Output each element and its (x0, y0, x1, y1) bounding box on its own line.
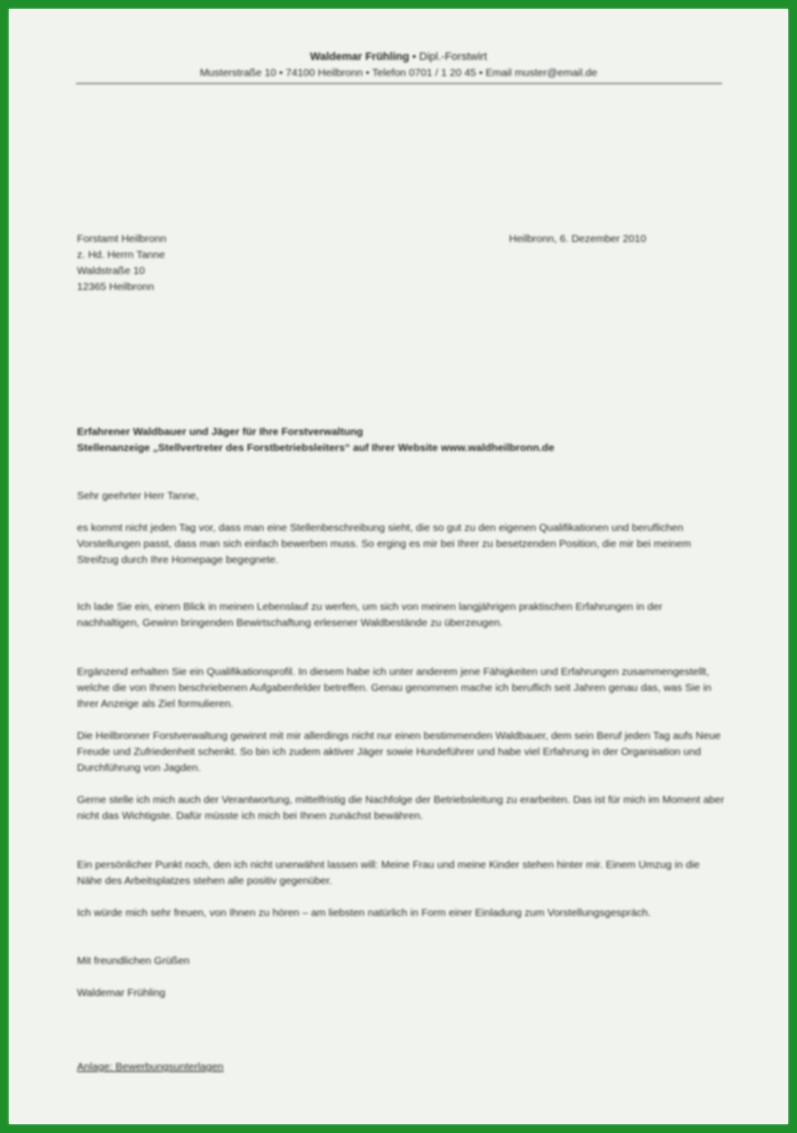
body-paragraph: Gerne stelle ich mich auch der Verantwortung, mittelfristig die Nachfolge der Betriebsleitung zu erarbeiten. Das ist für mich im Moment aber nicht das Wichtigste. Dafür müsste ich mich bei Ihnen zunächst bewähren. (77, 794, 725, 822)
subject-block (77, 424, 727, 456)
recipient-line: 12365 Heilbronn (77, 281, 155, 293)
recipient-block (77, 231, 377, 295)
closing-greeting: Mit freundlichen Grüßen (77, 955, 190, 967)
letter-page (9, 9, 788, 1124)
letter-date: Heilbronn, 6. Dezember 2010 (509, 233, 647, 245)
signature-name: Waldemar Frühling (77, 987, 166, 999)
sender-title: • Dipl.-Forstwirt (409, 51, 487, 63)
subject-line: Erfahrener Waldbauer und Jäger für Ihre Forstverwaltung (77, 426, 364, 438)
subject-line: Stellenanzeige „Stellvertreter des Forstbetriebsleiters“ auf Ihrer Website www.waldheilbronn.de (77, 442, 555, 454)
body-paragraph: Die Heilbronner Forstverwaltung gewinnt mit mir allerdings nicht nur einen bestimmenden Waldbauer, dem sein Beruf jeden Tag aufs Neue Freude und Zufriedenheit schenkt. So bin ich zudem aktiver Jäger sowie Hundeführer und habe viel Erfahrung in der Organisation und Durchführung von Jagden. (77, 730, 721, 774)
body-paragraph: Ein persönlicher Punkt noch, den ich nicht unerwähnt lassen will: Meine Frau und meine Kinder stehen hinter mir. Einem Umzug in die Nähe des Arbeitsplatzes stehen alle positiv gegenüber. (77, 859, 700, 887)
enclosure-note: Anlage: Bewerbungsunterlagen (77, 1061, 224, 1073)
sender-address: Musterstraße 10 • 74100 Heilbronn • Telefon 0701 / 1 20 45 • Email muster@email.de (199, 67, 598, 79)
body-paragraph: es kommt nicht jeden Tag vor, dass man eine Stellenbeschreibung sieht, die so gut zu den eigenen Qualifikationen und beruflichen Vorstellungen passt, dass man sich einfach bewerben muss. So erging es mir bei Ihrer zu besetzenden Position, die mir bei meinem Streifzug durch Ihre Homepage begegnete. (77, 522, 691, 566)
body-paragraph: Ich lade Sie ein, einen Blick in meinen Lebenslauf zu werfen, um sich von meinen langjährigen praktischen Erfahrungen in der nachhaltigen, Gewinn bringenden Bewirtschaftung erlesener Waldbestände zu überzeugen. (77, 601, 663, 629)
recipient-line: Forstamt Heilbronn (77, 233, 167, 245)
header-divider (76, 83, 722, 84)
recipient-line: Waldstraße 10 (77, 265, 145, 277)
body-paragraph: Ich würde mich sehr freuen, von Ihnen zu hören – am liebsten natürlich in Form einer Einladung zum Vorstellungsgespräch. (77, 907, 651, 919)
sender-header (9, 49, 788, 65)
salutation: Sehr geehrter Herr Tanne, (77, 490, 199, 502)
sender-name: Waldemar Frühling (309, 51, 410, 63)
recipient-line: z. Hd. Herrn Tanne (77, 249, 165, 261)
body-paragraph: Ergänzend erhalten Sie ein Qualifikationsprofil. In diesem habe ich unter anderem jene Fähigkeiten und Erfahrungen zusammengestellt, welche die von Ihnen beschriebenen Aufgabenfelder betreffen. Genau genommen mache ich beruflich seit Jahren genau das, was Sie in Ihrer Anzeige als Ziel formulieren. (77, 666, 712, 710)
